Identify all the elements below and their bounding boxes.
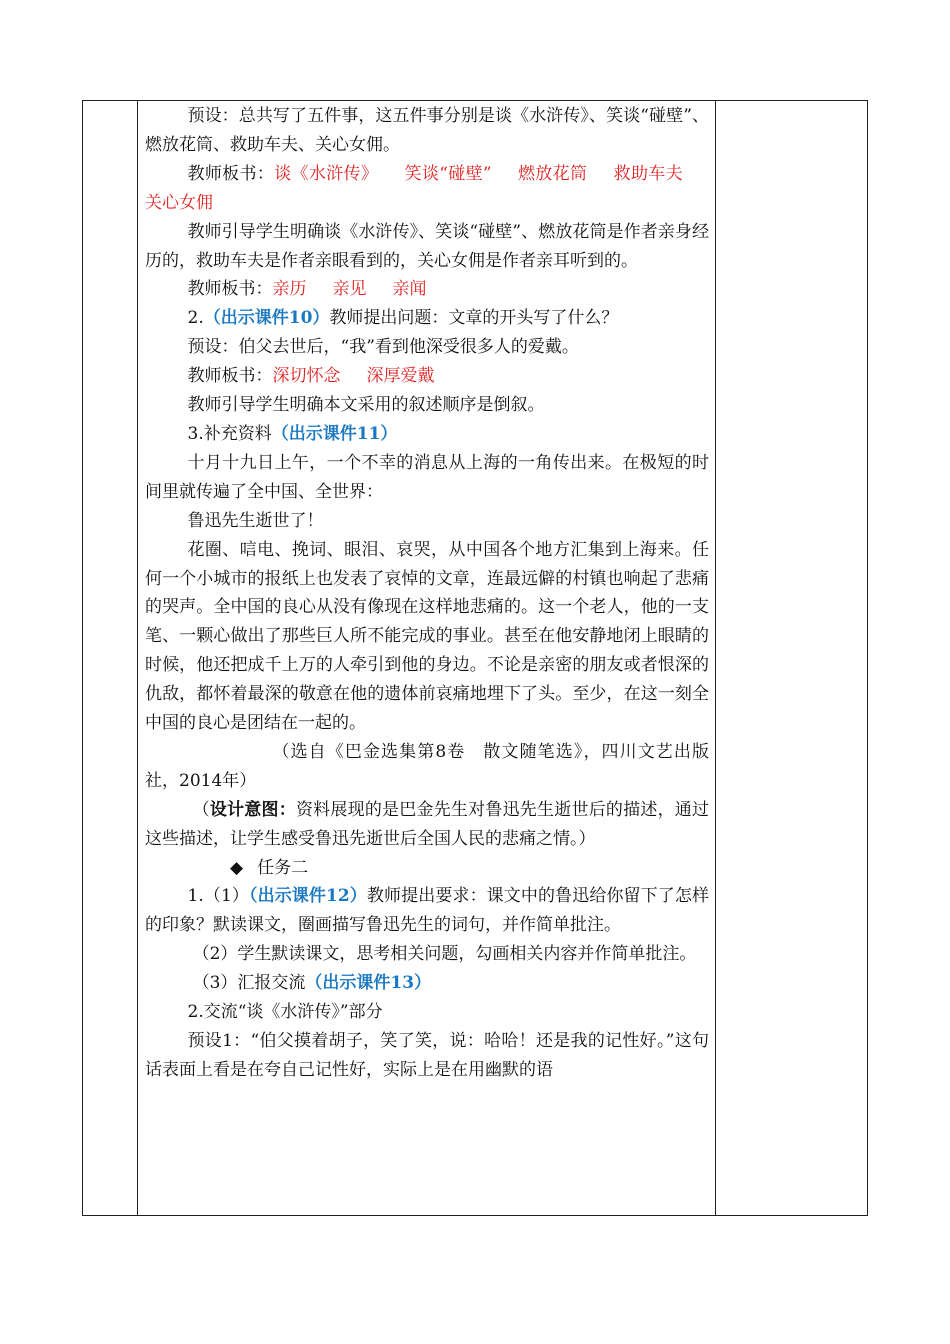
courseware-tag: （出示课件12） xyxy=(248,886,367,907)
source-citation: （选自《巴金选集第8卷 散文随笔选》，四川文艺出版社，2014年） xyxy=(145,741,709,791)
teaching-process-cell xyxy=(145,102,709,1214)
exchange-water-margin: 2.交流“谈《水浒传》”部分 xyxy=(187,1002,383,1023)
courseware-tag: （出示课件10） xyxy=(203,308,330,329)
supplement-paragraph: 十月十九日上午，一个不幸的消息从上海的一角传出来。在极短的时间里就传遍了全中国、全世界： xyxy=(145,452,709,502)
teacher-guidance-experience: 教师引导学生明确谈《水浒传》、笑谈“碰壁”、燃放花筒是作者亲身经历的，救助车夫是作者亲眼看到的，关心女佣是作者亲耳听到的。 xyxy=(145,221,709,271)
board-item: 谈《水浒传》 xyxy=(274,163,379,184)
board-item: 笑谈“碰壁” xyxy=(404,163,492,184)
board-writing-emotion: 教师板书：深切怀念 深厚爱戴 xyxy=(187,366,435,387)
board-item: 亲见 xyxy=(332,279,367,300)
student-reading-step: （2）学生默读课文，思考相关问题，勾画相关内容并作简单批注。 xyxy=(192,944,697,965)
board-item: 救助车夫 xyxy=(613,163,683,184)
preset-one: 预设1：“伯父摸着胡子，笑了笑，说：哈哈！还是我的记性好。”这句话表面上看是在夸自己记性好，实际上是在用幽默的语 xyxy=(145,1031,709,1080)
task-requirement: 1.（1）（出示课件12）教师提出要求：课文中的鲁迅给你留下了怎样的印象？默读课文，圈画描写鲁迅先生的词句，并作简单批注。 xyxy=(145,886,709,936)
diamond-bullet-icon: ◆ xyxy=(230,857,244,878)
board-item: 关心女佣 xyxy=(145,192,213,213)
report-exchange-step: （3）汇报交流（出示课件13） xyxy=(192,973,432,994)
board-item: 亲历 xyxy=(272,279,307,300)
column-divider-right xyxy=(715,101,716,1215)
board-item: 亲闻 xyxy=(392,279,427,300)
board-writing-events: 教师板书：谈《水浒传》 笑谈“碰壁” 燃放花筒 救助车夫关心女佣 xyxy=(145,163,683,213)
board-item: 深切怀念 xyxy=(272,366,341,387)
task-two-heading: ◆ 任务二 xyxy=(145,854,709,883)
design-intent: （设计意图：资料展现的是巴金先生对鲁迅先生逝世后的描述，通过这些描述，让学生感受鲁迅先逝世后全国人民的悲痛之情。） xyxy=(145,799,709,849)
courseware-tag: （出示课件11） xyxy=(271,423,398,444)
supplement-paragraph: 花圈、唁电、挽词、眼泪、哀哭，从中国各个地方汇集到上海来。任何一个小城市的报纸上也发表了哀悼的文章，连最远僻的村镇也响起了悲痛的哭声。全中国的良心从没有像现在这样地悲痛的。这一个老人，他的一支笔、一颗心做出了那些巨人所不能完成的事业。甚至在他安静地闭上眼睛的时候，他还把成千上万的人牵引到他的身边。不论是亲密的朋友或者恨深的仇敌，都怀着最深的敬意在他的遗体前哀痛地埋下了头。至少，在这一刻全中国的良心是团结在一起的。 xyxy=(145,539,709,734)
preset-opening: 预设：伯父去世后，“我”看到他深受很多人的爱戴。 xyxy=(187,337,579,358)
column-divider-left xyxy=(137,101,138,1215)
board-writing-senses: 教师板书：亲历 亲见 亲闻 xyxy=(187,279,427,300)
design-intent-label: 设计意图： xyxy=(209,799,296,820)
preset-five-events: 预设：总共写了五件事，这五件事分别是谈《水浒传》、笑谈“碰壁”、燃放花筒、救助车夫、关心女佣。 xyxy=(145,106,709,155)
question-opening: 2.（出示课件10）教师提出问题：文章的开头写了什么？ xyxy=(187,308,619,329)
teacher-guidance-flashback: 教师引导学生明确本文采用的叙述顺序是倒叙。 xyxy=(187,395,545,416)
supplement-paragraph: 鲁迅先生逝世了！ xyxy=(187,510,324,531)
board-item: 深厚爱戴 xyxy=(366,366,435,387)
courseware-tag: （出示课件13） xyxy=(305,973,432,994)
supplement-heading: 3.补充资料（出示课件11） xyxy=(187,423,398,444)
board-item: 燃放花筒 xyxy=(517,163,588,184)
